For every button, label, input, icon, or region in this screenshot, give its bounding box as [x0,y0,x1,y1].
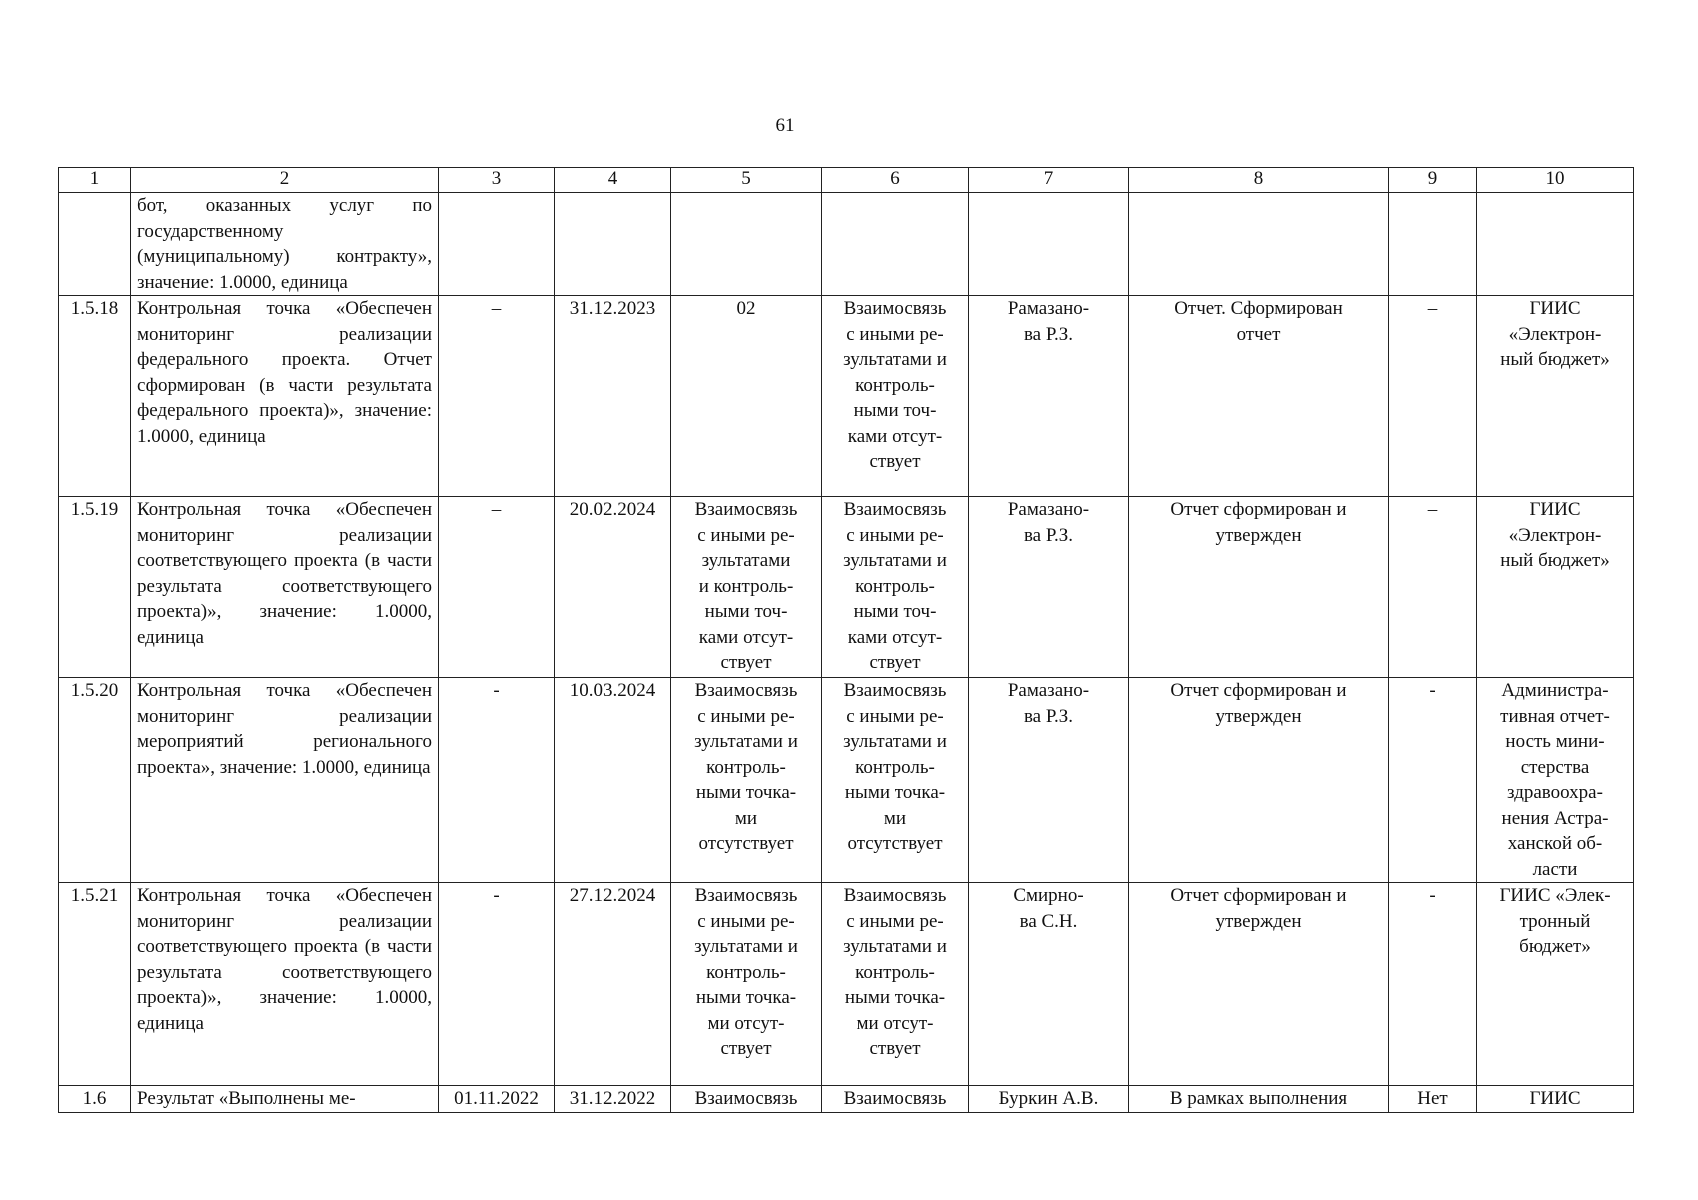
end-date [555,193,671,296]
responsible-cell: Буркин А.В. [969,1086,1129,1113]
document-cell: Отчет. Сформирован отчет [1129,296,1389,497]
column-header: 10 [1477,168,1634,193]
table-row [59,678,1634,883]
col9-cell: Нет [1389,1086,1477,1113]
col9-cell: – [1389,497,1477,678]
col5-cell: Взаимосвязь [671,1086,822,1113]
document-cell: В рамках выполнения [1129,1086,1389,1113]
col5-cell: Взаимосвязь с иными ре- зультатами и контроль- ными точка- ми отсут- ствует [671,883,822,1086]
table-row [59,193,1634,296]
col5-cell: Взаимосвязь с иными ре- зультатами и контроль- ными точка- ми отсутствует [671,678,822,883]
col6-cell: Взаимосвязь с иными ре- зультатами и контроль- ными точка- ми отсутствует [822,678,969,883]
row-name: Контрольная точка «Обеспечен мониторинг реализации соответствующего проекта (в части результата соответствующего проекта)», значение: 1.0000, единица [131,883,439,1086]
responsible-cell: Смирно- ва С.Н. [969,883,1129,1086]
column-header: 9 [1389,168,1477,193]
document-cell: Отчет сформирован и утвержден [1129,678,1389,883]
table-row [59,883,1634,1086]
system-cell [1477,193,1634,296]
col6-cell: Взаимосвязь с иными ре- зультатами и контроль- ными точ- ками отсут- ствует [822,497,969,678]
row-name: Контрольная точка «Обеспечен мониторинг реализации мероприятий регионального проекта», значение: 1.0000, единица [131,678,439,883]
start-date: – [439,497,555,678]
table-row [59,497,1634,678]
row-name: бот, оказанных услуг по государственному (муниципальному) контракту», значение: 1.0000, единица [131,193,439,296]
row-number: 1.5.21 [59,883,131,1086]
end-date: 10.03.2024 [555,678,671,883]
checkpoints-table [58,167,1634,1113]
col9-cell: - [1389,883,1477,1086]
system-cell: ГИИС «Электрон- ный бюджет» [1477,296,1634,497]
column-header: 2 [131,168,439,193]
responsible-cell: Рамазано- ва Р.З. [969,678,1129,883]
column-header: 4 [555,168,671,193]
page-number: 61 [775,115,795,136]
row-name: Контрольная точка «Обеспечен мониторинг реализации соответствующего проекта (в части результата соответствующего проекта)», значение: 1.0000, единица [131,497,439,678]
row-number: 1.6 [59,1086,131,1113]
document-cell: Отчет сформирован и утвержден [1129,883,1389,1086]
column-header: 5 [671,168,822,193]
start-date: 01.11.2022 [439,1086,555,1113]
end-date: 20.02.2024 [555,497,671,678]
col6-cell: Взаимосвязь [822,1086,969,1113]
col6-cell: Взаимосвязь с иными ре- зультатами и контроль- ными точка- ми отсут- ствует [822,883,969,1086]
col6-cell [822,193,969,296]
table-row [59,296,1634,497]
responsible-cell: Рамазано- ва Р.З. [969,296,1129,497]
system-cell: ГИИС «Электрон- ный бюджет» [1477,497,1634,678]
system-cell: ГИИС «Элек- тронный бюджет» [1477,883,1634,1086]
col5-cell: Взаимосвязь с иными ре- зультатами и контроль- ными точ- ками отсут- ствует [671,497,822,678]
end-date: 31.12.2022 [555,1086,671,1113]
start-date: - [439,678,555,883]
document-cell [1129,193,1389,296]
system-cell: Администра- тивная отчет- ность мини- стерства здравоохра- нения Астра- ханской об- ласти [1477,678,1634,883]
column-header: 6 [822,168,969,193]
responsible-cell: Рамазано- ва Р.З. [969,497,1129,678]
col9-cell: - [1389,678,1477,883]
column-header: 3 [439,168,555,193]
row-number [59,193,131,296]
system-cell: ГИИС [1477,1086,1634,1113]
end-date: 27.12.2024 [555,883,671,1086]
column-number-row [59,168,1634,193]
row-name: Результат «Выполнены ме- [131,1086,439,1113]
row-number: 1.5.19 [59,497,131,678]
start-date: - [439,883,555,1086]
row-number: 1.5.20 [59,678,131,883]
end-date: 31.12.2023 [555,296,671,497]
start-date [439,193,555,296]
col6-cell: Взаимосвязь с иными ре- зультатами и контроль- ными точ- ками отсут- ствует [822,296,969,497]
column-header: 8 [1129,168,1389,193]
col9-cell: – [1389,296,1477,497]
document-cell: Отчет сформирован и утвержден [1129,497,1389,678]
col9-cell [1389,193,1477,296]
responsible-cell [969,193,1129,296]
start-date: – [439,296,555,497]
col5-cell: 02 [671,296,822,497]
row-name: Контрольная точка «Обеспечен мониторинг реализации федерального проекта. Отчет сформирован (в части результата федерального проекта)», значение: 1.0000, единица [131,296,439,497]
col5-cell [671,193,822,296]
row-number: 1.5.18 [59,296,131,497]
column-header: 1 [59,168,131,193]
column-header: 7 [969,168,1129,193]
table-row [59,1086,1634,1113]
